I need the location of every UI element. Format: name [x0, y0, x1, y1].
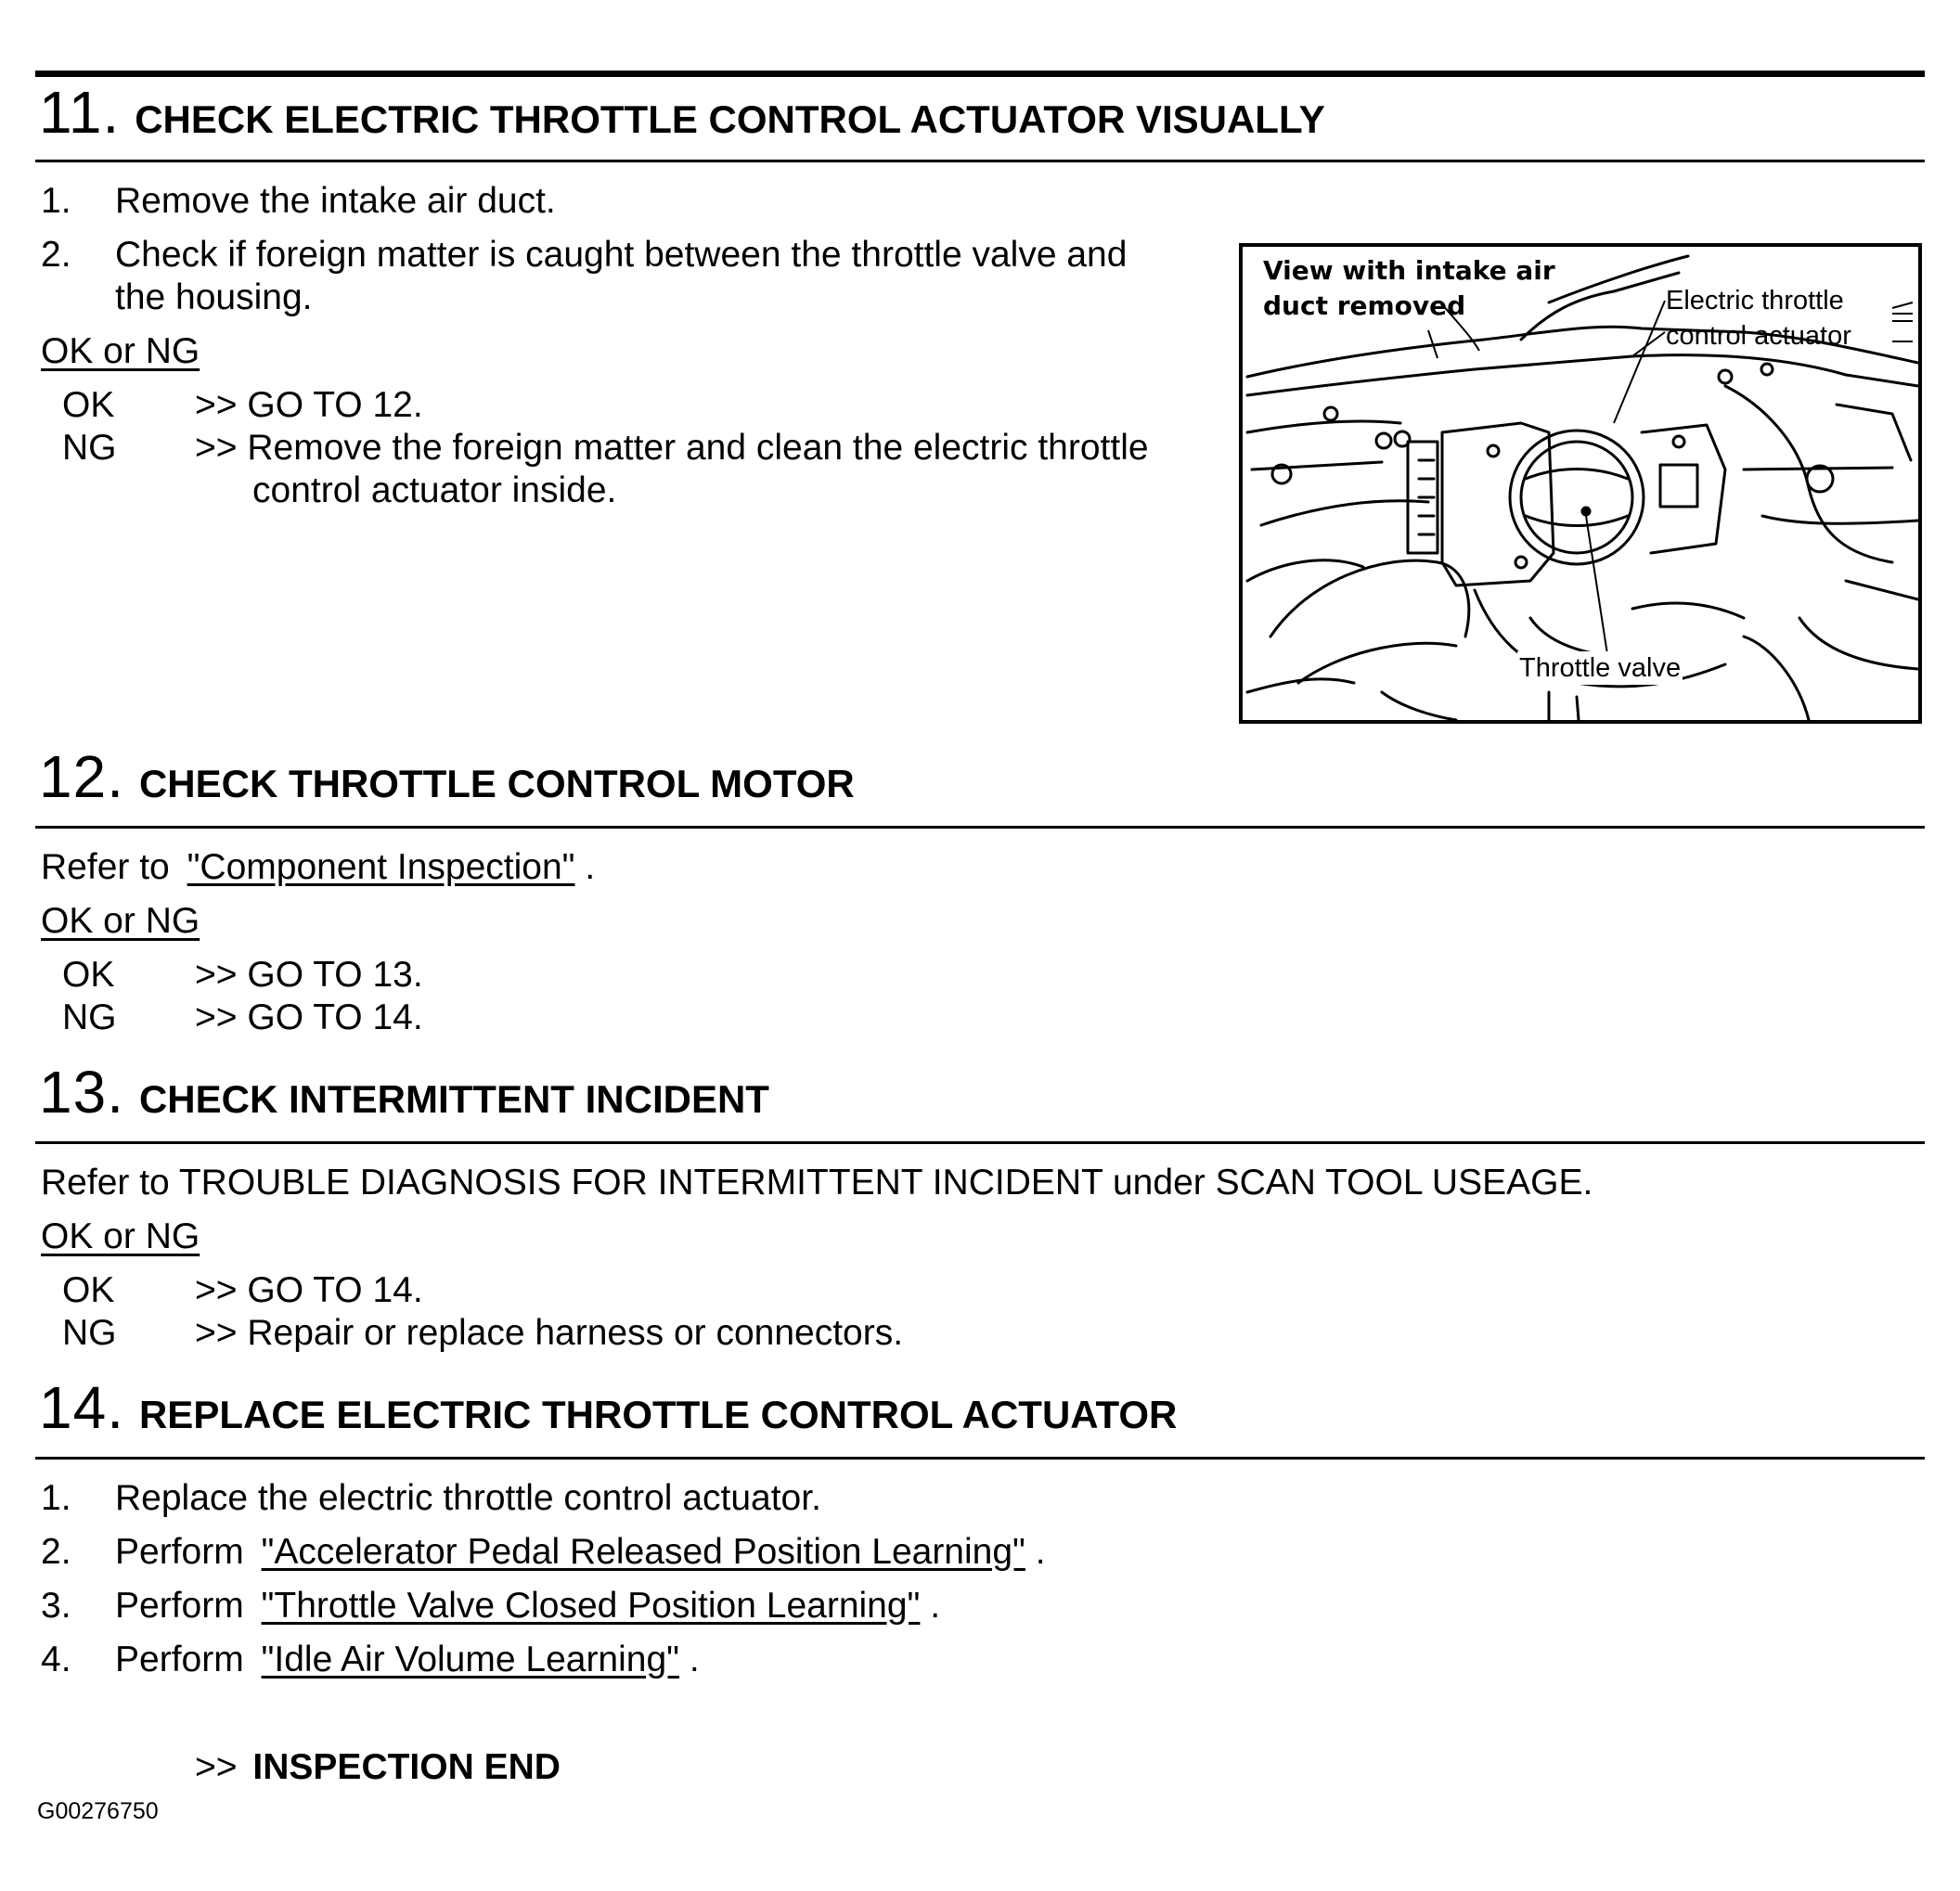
step-12-rule	[35, 826, 1925, 829]
step-14-item-3-suffix: .	[930, 1586, 941, 1626]
step-13-ok-ng-label: OK or NG	[41, 1216, 200, 1256]
label-electric-throttle-1: Electric throttle	[1666, 286, 1844, 315]
step-13-ng-text: >> Repair or replace harness or connectors.	[195, 1313, 904, 1353]
step-13-heading	[39, 1058, 769, 1126]
step-13-refer: Refer to TROUBLE DIAGNOSIS FOR INTERMITTENT INCIDENT under SCAN TOOL USEAGE.	[41, 1163, 1593, 1203]
figure-caption-line-2: duct removed	[1263, 290, 1466, 321]
inspection-end-arrow: >>	[195, 1747, 238, 1787]
top-rule	[35, 71, 1925, 77]
step-13-ok-key: OK	[62, 1270, 115, 1310]
accelerator-pedal-learning-link[interactable]: "Accelerator Pedal Released Position Learning"	[261, 1532, 1025, 1572]
step-11-number: 11.	[39, 79, 121, 146]
step-11-ng-key: NG	[62, 428, 117, 468]
step-12-refer-suffix: .	[585, 847, 596, 887]
step-12-ok-ng-label: OK or NG	[41, 901, 200, 941]
step-13-rule	[35, 1141, 1925, 1144]
step-14-item-1-text: Replace the electric throttle control actuator.	[115, 1478, 821, 1518]
step-11-item-2-number: 2.	[41, 235, 71, 275]
step-14-item-4	[115, 1639, 700, 1681]
step-14-item-3-prefix: Perform	[115, 1586, 244, 1626]
component-inspection-link[interactable]: "Component Inspection"	[187, 847, 575, 887]
step-12-heading	[39, 742, 855, 811]
step-12-refer-prefix: Refer to	[41, 847, 170, 887]
step-11-heading	[39, 78, 1325, 147]
label-throttle-valve: Throttle valve	[1519, 653, 1682, 683]
step-11-ok-text: >> GO TO 12.	[195, 385, 423, 425]
image-code: G00276750	[37, 1798, 159, 1824]
figure-caption-line-1: View with intake air	[1263, 255, 1555, 286]
step-14-item-4-suffix: .	[689, 1640, 700, 1679]
step-14-heading	[39, 1373, 1177, 1442]
step-12-refer	[41, 846, 595, 889]
step-14-item-2-suffix: .	[1035, 1532, 1046, 1572]
idle-air-volume-learning-link[interactable]: "Idle Air Volume Learning"	[261, 1640, 680, 1679]
step-12-ok-key: OK	[62, 955, 115, 995]
step-14-rule	[35, 1457, 1925, 1460]
step-12-number: 12.	[39, 743, 124, 810]
step-14-item-2	[115, 1531, 1046, 1574]
step-14-title: REPLACE ELECTRIC THROTTLE CONTROL ACTUATOR	[138, 1393, 1178, 1436]
step-11-item-1-number: 1.	[41, 181, 71, 221]
step-11-ok-ng-label: OK or NG	[41, 331, 200, 371]
step-11-item-2-text: Check if foreign matter is caught between the throttle valve and	[115, 235, 1128, 275]
step-12-ng-text: >> GO TO 14.	[195, 997, 423, 1037]
throttle-valve-learning-link[interactable]: "Throttle Valve Closed Position Learning"	[261, 1586, 921, 1626]
step-14-item-2-number: 2.	[41, 1532, 71, 1572]
step-13-ng-key: NG	[62, 1313, 117, 1353]
inspection-end	[195, 1746, 561, 1789]
step-14-item-2-prefix: Perform	[115, 1532, 244, 1572]
step-11-ok-key: OK	[62, 385, 115, 425]
step-13-number: 13.	[39, 1059, 124, 1126]
step-14-item-3-number: 3.	[41, 1586, 71, 1626]
step-13-title: CHECK INTERMITTENT INCIDENT	[138, 1077, 769, 1121]
step-14-item-1-number: 1.	[41, 1478, 71, 1518]
label-electric-throttle-2: control actuator	[1666, 321, 1851, 351]
step-12-title: CHECK THROTTLE CONTROL MOTOR	[138, 762, 855, 805]
step-12-ng-key: NG	[62, 997, 117, 1037]
step-11-title: CHECK ELECTRIC THROTTLE CONTROL ACTUATOR VISUALLY	[135, 97, 1325, 141]
step-14-item-4-prefix: Perform	[115, 1640, 244, 1679]
step-11-ng-text: >> Remove the foreign matter and clean the electric throttle	[195, 428, 1149, 468]
step-14-number: 14.	[39, 1374, 124, 1441]
inspection-end-text: INSPECTION END	[252, 1747, 561, 1787]
step-13-ok-text: >> GO TO 14.	[195, 1270, 423, 1310]
step-14-item-4-number: 4.	[41, 1640, 71, 1679]
step-11-ng-text-cont: control actuator inside.	[252, 470, 617, 510]
throttle-body-illustration	[1239, 243, 1922, 724]
step-14-item-3	[115, 1585, 940, 1627]
step-11-item-2-text-cont: the housing.	[115, 277, 313, 317]
step-11-rule	[35, 160, 1925, 162]
step-12-ok-text: >> GO TO 13.	[195, 955, 423, 995]
step-11-item-1-text: Remove the intake air duct.	[115, 181, 556, 221]
